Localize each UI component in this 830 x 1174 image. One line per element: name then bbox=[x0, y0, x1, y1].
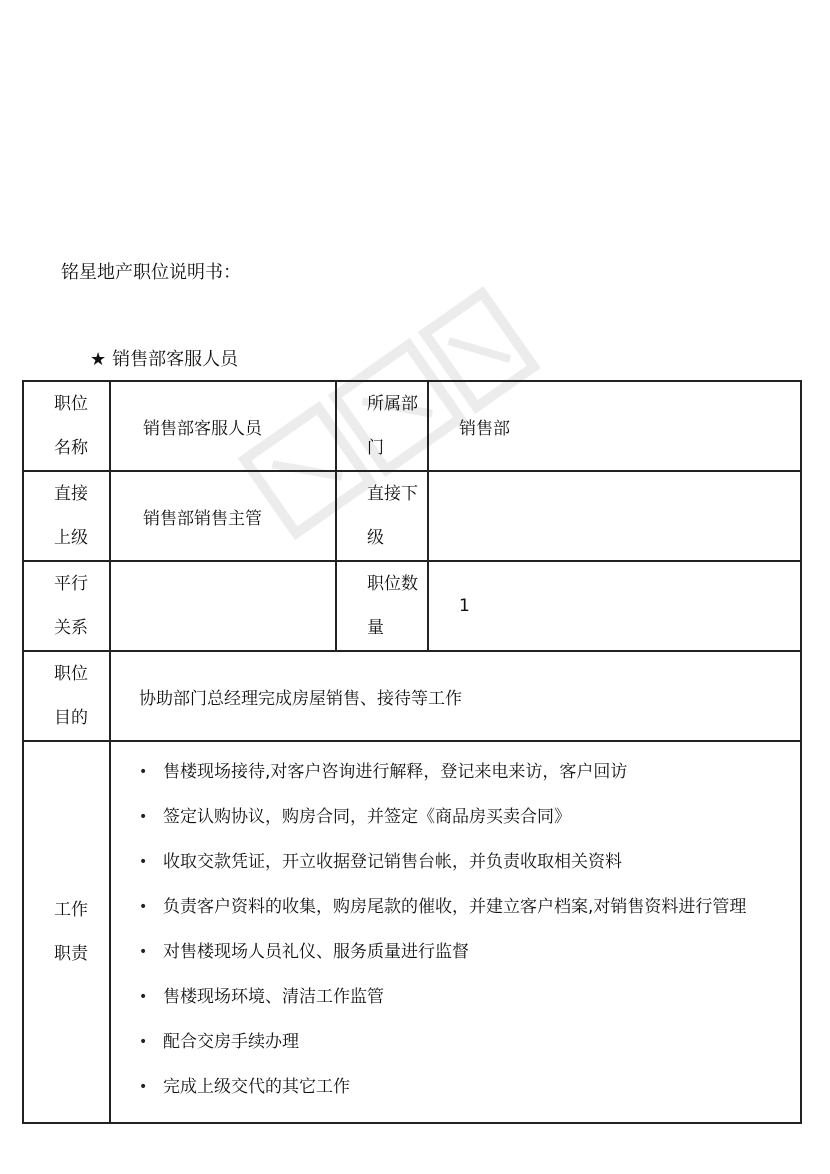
duties-list bbox=[139, 750, 800, 1110]
label-line: 职位 bbox=[54, 394, 88, 414]
label-line: 平行 bbox=[54, 574, 88, 594]
table-row bbox=[23, 381, 801, 471]
label-line: 所属部 bbox=[367, 394, 418, 414]
superior-label bbox=[23, 471, 110, 561]
parallel-value bbox=[110, 561, 336, 651]
position-name-label bbox=[23, 381, 110, 471]
section-title bbox=[90, 348, 238, 372]
label-line: 量 bbox=[367, 618, 384, 638]
label-line: 级 bbox=[367, 528, 384, 548]
table-row bbox=[23, 561, 801, 651]
purpose-label bbox=[23, 651, 110, 741]
star-icon: ★ bbox=[90, 349, 107, 370]
list-item: • 完成上级交代的其它工作 bbox=[139, 1065, 800, 1110]
parallel-label bbox=[23, 561, 110, 651]
label-line: 门 bbox=[367, 438, 384, 458]
label-line: 直接 bbox=[54, 484, 88, 504]
headcount-label bbox=[336, 561, 428, 651]
label-line: 关系 bbox=[54, 618, 88, 638]
list-item: • 负责客户资料的收集，购房尾款的催收，并建立客户档案,对销售资料进行管理 bbox=[139, 885, 800, 930]
label-line: 职位 bbox=[54, 664, 88, 684]
list-item: • 配合交房手续办理 bbox=[139, 1020, 800, 1065]
label-line: 职位数 bbox=[367, 574, 418, 594]
duties-label bbox=[23, 741, 110, 1123]
document-title: 铭星地产职位说明书： bbox=[61, 262, 241, 283]
duties-cell bbox=[110, 741, 801, 1123]
superior-value: 销售部销售主管 bbox=[110, 471, 336, 561]
table-row bbox=[23, 471, 801, 561]
list-item: • 售楼现场接待,对客户咨询进行解释，登记来电来访，客户回访 bbox=[139, 750, 800, 795]
headcount-value: 1 bbox=[428, 561, 801, 651]
label-line: 职责 bbox=[54, 944, 88, 964]
list-item: • 收取交款凭证，开立收据登记销售台帐，并负责收取相关资料 bbox=[139, 840, 800, 885]
subordinate-label bbox=[336, 471, 428, 561]
label-line: 直接下 bbox=[367, 484, 418, 504]
label-line: 目的 bbox=[54, 708, 88, 728]
label-line: 上级 bbox=[54, 528, 88, 548]
section-title-text: 销售部客服人员 bbox=[112, 349, 239, 370]
list-item: • 签定认购协议，购房合同，并签定《商品房买卖合同》 bbox=[139, 795, 800, 840]
table-row bbox=[23, 651, 801, 741]
subordinate-value bbox=[428, 471, 801, 561]
list-item: • 售楼现场环境、清洁工作监管 bbox=[139, 975, 800, 1020]
department-label bbox=[336, 381, 428, 471]
position-name-value: 销售部客服人员 bbox=[110, 381, 336, 471]
table-row bbox=[23, 741, 801, 1123]
label-line: 工作 bbox=[54, 900, 88, 920]
list-item: • 对售楼现场人员礼仪、服务质量进行监督 bbox=[139, 930, 800, 975]
purpose-value: 协助部门总经理完成房屋销售、接待等工作 bbox=[110, 651, 801, 741]
label-line: 名称 bbox=[54, 438, 88, 458]
job-spec-table bbox=[22, 380, 802, 1124]
department-value: 销售部 bbox=[428, 381, 801, 471]
